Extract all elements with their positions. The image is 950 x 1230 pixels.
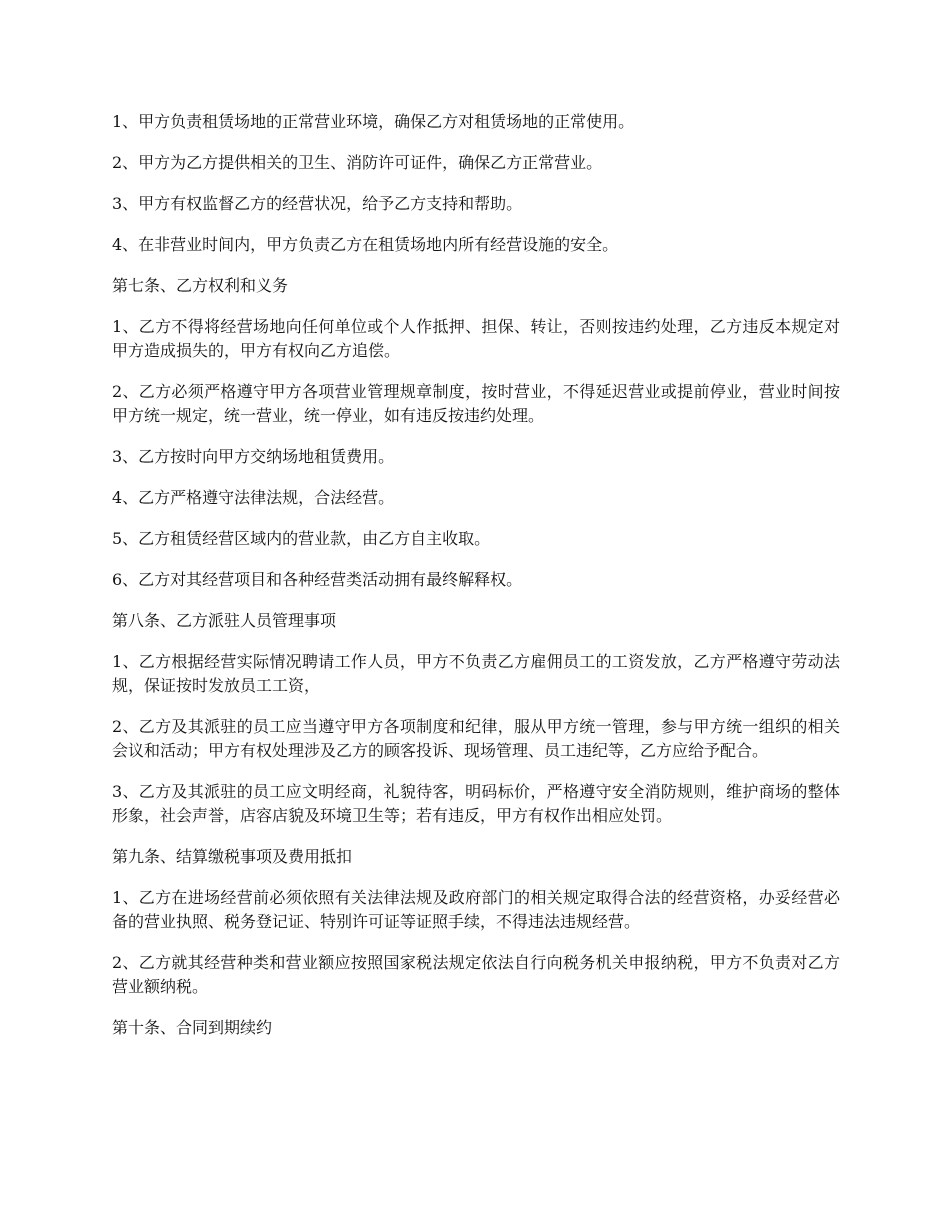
clause-6-item-2: 2、甲方为乙方提供相关的卫生、消防许可证件，确保乙方正常营业。 bbox=[112, 153, 603, 172]
clause-7-item-5: 5、乙方租赁经营区域内的营业款，由乙方自主收取。 bbox=[112, 529, 491, 548]
clause-7-item-4: 4、乙方严格遵守法律法规，合法经营。 bbox=[112, 488, 395, 507]
clause-8-item-2: 2、乙方及其派驻的员工应当遵守甲方各项制度和纪律，服从甲方统一管理，参与甲方统一组织的相关会议和活动；甲方有权处理涉及乙方的顾客投诉、现场管理、员工违纪等，乙方应给予配合。 bbox=[112, 717, 840, 760]
clause-6-item-4: 4、在非营业时间内，甲方负责乙方在租赁场地内所有经营设施的安全。 bbox=[112, 235, 619, 254]
section-heading-7: 第七条、乙方权利和义务 bbox=[112, 276, 289, 295]
clause-8-item-1: 1、乙方根据经营实际情况聘请工作人员，甲方不负责乙方雇佣员工的工资发放，乙方严格遵守劳动法规，保证按时发放员工工资， bbox=[112, 652, 840, 695]
clause-7-item-6: 6、乙方对其经营项目和各种经营类活动拥有最终解释权。 bbox=[112, 570, 523, 589]
clause-9-item-2: 2、乙方就其经营种类和营业额应按照国家税法规定依法自行向税务机关申报纳税，甲方不负责对乙方营业额纳税。 bbox=[112, 953, 840, 996]
document-page bbox=[112, 110, 840, 1057]
clause-6-item-1: 1、甲方负责租赁场地的正常营业环境，确保乙方对租赁场地的正常使用。 bbox=[112, 112, 635, 131]
clause-6-item-3: 3、甲方有权监督乙方的经营状况，给予乙方支持和帮助。 bbox=[112, 194, 523, 213]
clause-7-item-1: 1、乙方不得将经营场地向任何单位或个人作抵押、担保、转让，否则按违约处理，乙方违反本规定对甲方造成损失的，甲方有权向乙方追偿。 bbox=[112, 317, 840, 360]
section-heading-9: 第九条、结算缴税事项及费用抵扣 bbox=[112, 847, 353, 866]
clause-9-item-1: 1、乙方在进场经营前必须依照有关法律法规及政府部门的相关规定取得合法的经营资格，办妥经营必备的营业执照、税务登记证、特别许可证等证照手续，不得违法违规经营。 bbox=[112, 888, 840, 931]
section-heading-10: 第十条、合同到期续约 bbox=[112, 1018, 273, 1037]
clause-8-item-3: 3、乙方及其派驻的员工应文明经商，礼貌待客，明码标价，严格遵守安全消防规则，维护商场的整体形象，社会声誉，店容店貌及环境卫生等；若有违反，甲方有权作出相应处罚。 bbox=[112, 782, 840, 825]
clause-7-item-2: 2、乙方必须严格遵守甲方各项营业管理规章制度，按时营业，不得延迟营业或提前停业，营业时间按甲方统一规定，统一营业，统一停业，如有违反按违约处理。 bbox=[112, 382, 840, 425]
clause-7-item-3: 3、乙方按时向甲方交纳场地租赁费用。 bbox=[112, 447, 395, 466]
section-heading-8: 第八条、乙方派驻人员管理事项 bbox=[112, 611, 337, 630]
